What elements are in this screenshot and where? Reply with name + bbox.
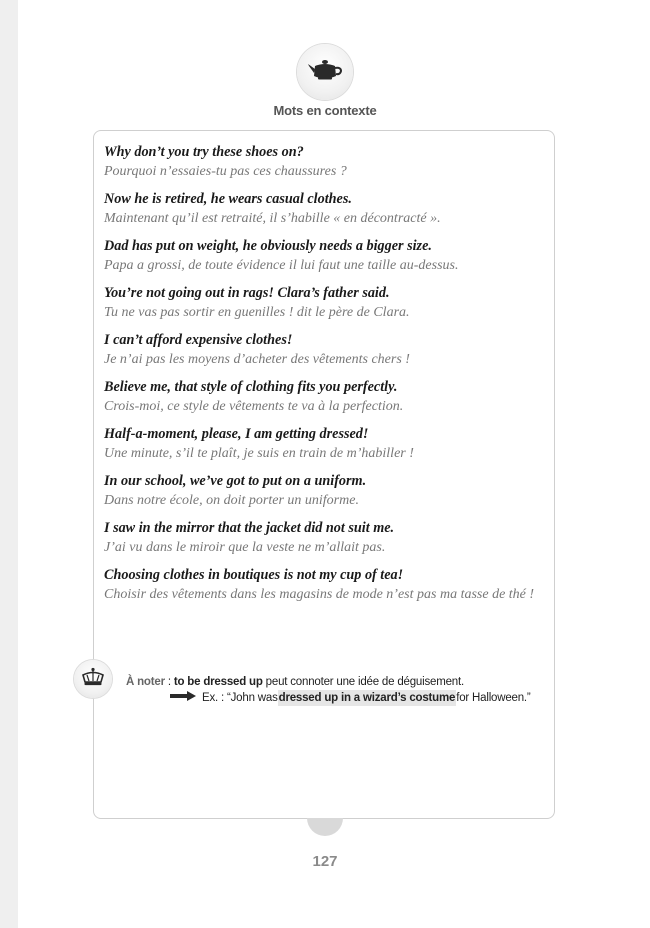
example-suffix: for Halloween.” xyxy=(456,692,531,704)
french-translation: Choisir des vêtements dans les magasins de mode n’est pas ma tasse de thé ! xyxy=(104,587,535,602)
english-phrase: In our school, we’ve got to put on a uniform. xyxy=(104,473,367,489)
page-margin-strip xyxy=(0,0,18,928)
example-highlight: dressed up in a wizard’s costume xyxy=(278,692,456,704)
english-phrase: Choosing clothes in boutiques is not my cup of tea! xyxy=(104,567,404,583)
list-item xyxy=(104,284,544,323)
french-translation: Papa a grossi, de toute évidence il lui faut une taille au-dessus. xyxy=(104,258,459,273)
list-item xyxy=(104,566,544,605)
crown-badge xyxy=(74,660,112,698)
french-translation: Maintenant qu’il est retraité, il s’habille « en décontracté ». xyxy=(104,211,441,226)
list-item xyxy=(104,237,544,276)
note-term: to be dressed up xyxy=(173,676,263,688)
note-definition xyxy=(126,674,546,690)
page-number: 127 xyxy=(312,853,338,870)
note-colon: : xyxy=(164,676,174,688)
french-translation: Je n’ai pas les moyens d’acheter des vêtements chers ! xyxy=(104,352,410,367)
panel-bottom-tab xyxy=(307,818,343,836)
english-phrase: Now he is retired, he wears casual clothes. xyxy=(104,191,352,207)
english-phrase: I saw in the mirror that the jacket did not suit me. xyxy=(104,520,395,536)
list-item xyxy=(104,472,544,511)
french-translation: Pourquoi n’essaies-tu pas ces chaussures ? xyxy=(104,164,347,179)
phrase-list xyxy=(104,143,544,613)
example-prefix: Ex. : “John was xyxy=(202,692,278,704)
french-translation: Dans notre école, on doit porter un uniforme. xyxy=(104,493,359,508)
english-phrase: I can’t afford expensive clothes! xyxy=(104,332,293,348)
french-translation: Tu ne vas pas sortir en guenilles ! dit le père de Clara. xyxy=(104,305,410,320)
english-phrase: Half-a-moment, please, I am getting dressed! xyxy=(104,426,369,442)
english-phrase: Dad has put on weight, he obviously needs a bigger size. xyxy=(104,238,432,254)
section-title: Mots en contexte xyxy=(273,103,377,118)
list-item xyxy=(104,331,544,370)
french-translation: Une minute, s’il te plaît, je suis en train de m’habiller ! xyxy=(104,446,414,461)
arrow-right-icon xyxy=(170,690,196,706)
note-text: peut connoter une idée de déguisement. xyxy=(262,676,464,688)
list-item xyxy=(104,425,544,464)
english-phrase: Why don’t you try these shoes on? xyxy=(104,144,304,160)
french-translation: J’ai vu dans le miroir que la veste ne m’allait pas. xyxy=(104,540,386,555)
teapot-icon xyxy=(306,58,344,87)
english-phrase: Believe me, that style of clothing fits you perfectly. xyxy=(104,379,398,395)
list-item xyxy=(104,190,544,229)
crown-icon xyxy=(81,667,105,692)
teapot-badge xyxy=(297,44,353,100)
list-item xyxy=(104,143,544,182)
note-label: À noter xyxy=(126,676,165,688)
note-block xyxy=(126,674,546,704)
french-translation: Crois-moi, ce style de vêtements te va à la perfection. xyxy=(104,399,404,414)
english-phrase: You’re not going out in rags! Clara’s father said. xyxy=(104,285,390,301)
list-item xyxy=(104,519,544,558)
list-item xyxy=(104,378,544,417)
note-example xyxy=(170,690,531,706)
